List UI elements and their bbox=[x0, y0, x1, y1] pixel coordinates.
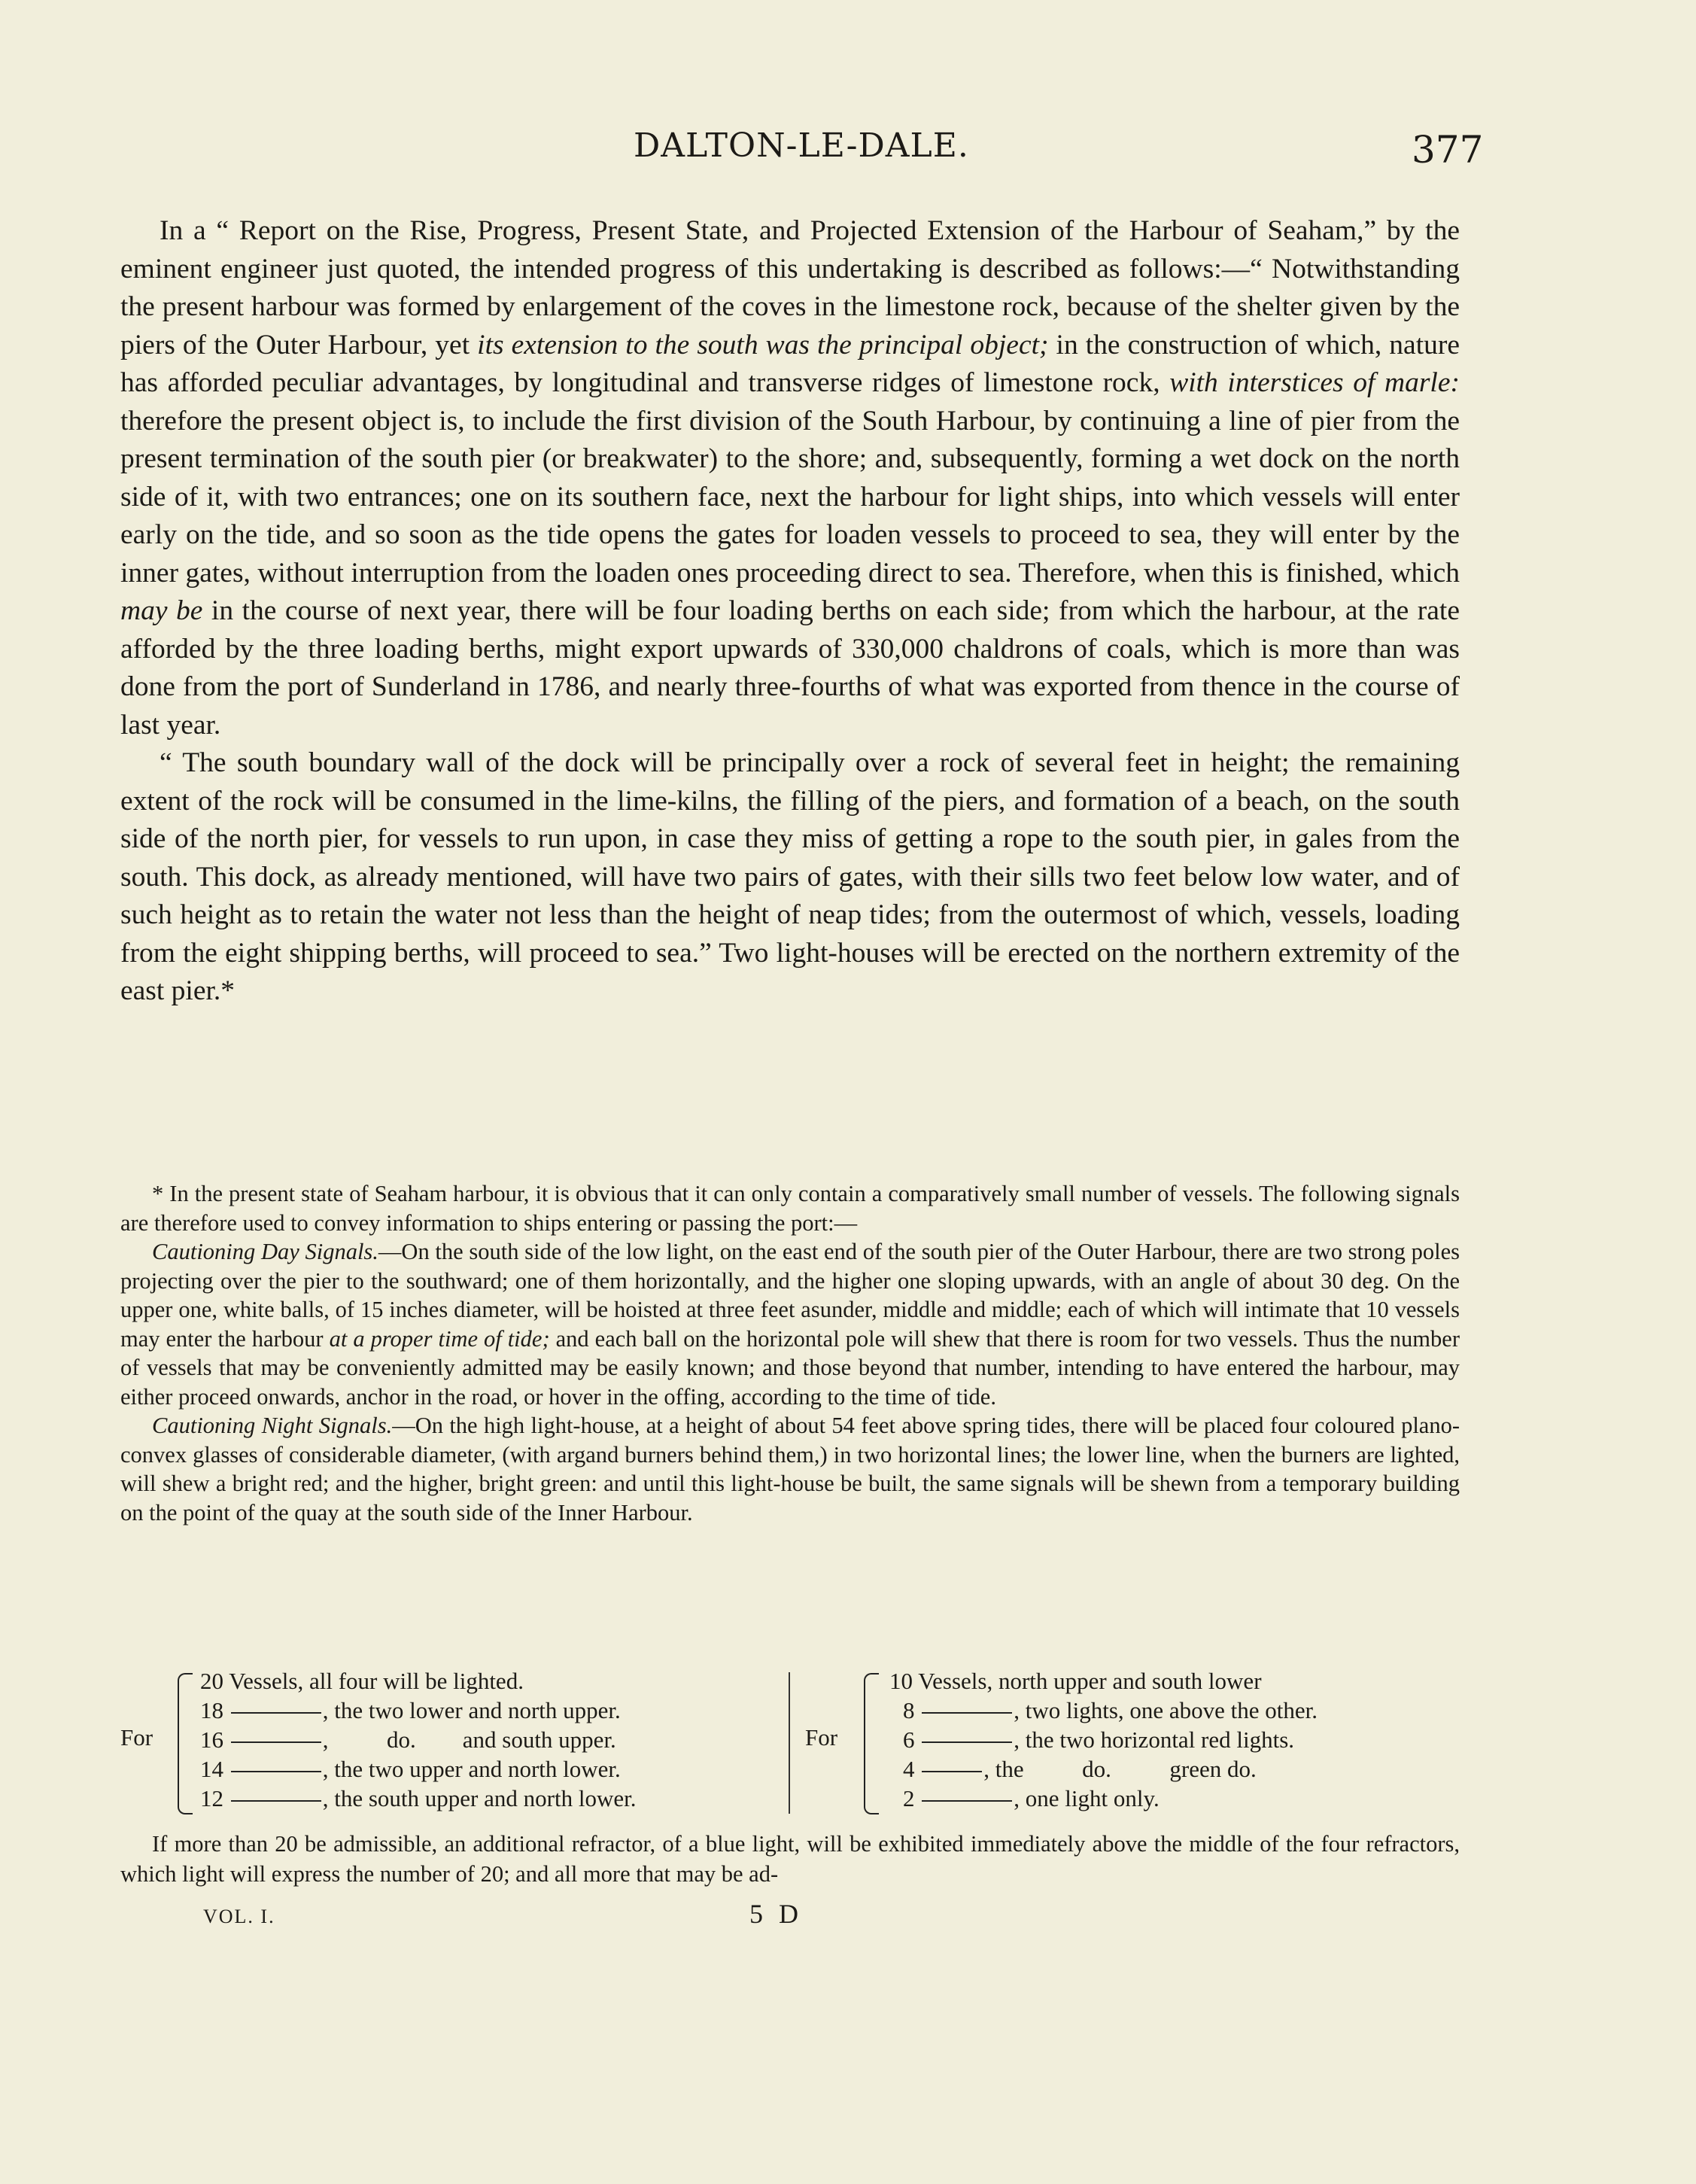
for-label-right: For bbox=[805, 1724, 838, 1751]
closing-paragraph: If more than 20 be admissible, an additional refractor, of a blue light, will be exhibited immediately above the middle of the four refractors, which light will express the number of 20; and all more that may be ad- bbox=[120, 1831, 1460, 1887]
footnote-day-signals: Cautioning Day Signals.—On the south side of the low light, on the east end of the south pier of the Outer Harbour, there are two strong poles projecting over the pier to the southward; one of them horizontally, and the higher one sloping upwards, with an angle of about 30 deg. On the upper one, white balls, of 15 inches diameter, will be hoisted at three feet asunder, middle and middle; each of which will intimate that 10 vessels may enter the harbour at a proper time of tide; and each ball on the horizontal pole will shew that there is room for two vessels. Thus the number of vessels that may be conveniently admitted may be easily known; and those beyond that number, intending to have entered the harbour, may either proceed onwards, anchor in the road, or hover in the offing, according to the time of tide. bbox=[120, 1239, 1460, 1410]
signal-row-left-3: 14 , the two upper and north lower. bbox=[200, 1756, 621, 1782]
paragraph-1: In a “ Report on the Rise, Progress, Present State, and Projected Extension of the Harbour of Seaham,” by the eminent engineer just quoted, the intended progress of this undertaking is described as follows:—“ Notwithstanding the present harbour was formed by enlargement of the coves in the limestone rock, because of the shelter given by the piers of the Outer Harbour, yet its extension to the south was the principal object; in the construction of which, nature has afforded peculiar advantages, by longitudinal and transverse ridges of limestone rock, with interstices of marle: therefore the present object is, to include the first division of the South Harbour, by continuing a line of pier from the present termination of the south pier (or breakwater) to the shore; and, subsequently, forming a wet dock on the north side of it, with two entrances; one on its southern face, next the harbour for light ships, into which vessels will enter early on the tide, and so soon as the tide opens the gates for loaden vessels to proceed to sea, they will enter by the inner gates, without interruption from the loaden ones proceeding direct to sea. Therefore, when this is finished, which may be in the course of next year, there will be four loading berths on each side; from which the harbour, at the rate afforded by the three loading berths, might export upwards of 330,000 chaldrons of coals, which is more than was done from the port of Sunderland in 1786, and nearly three-fourths of what was exported from thence in the course of last year. bbox=[120, 215, 1460, 741]
footnote-night-signals: Cautioning Night Signals.—On the high light-house, at a height of about 54 feet above spring tides, there will be placed four coloured plano-convex glasses of considerable diameter, (with argand burners behind them,) in two horizontal lines; the lower line, when the burners are lighted, will shew a bright red; and the higher, bright green: and until this light-house be built, the same signals will be shewn from a temporary building on the point of the quay at the south side of the Inner Harbour. bbox=[120, 1413, 1460, 1525]
signal-row-right-1: 8 , two lights, one above the other. bbox=[903, 1697, 1318, 1723]
day-signals-heading: Cautioning Day Signals. bbox=[152, 1239, 378, 1264]
page-number: 377 bbox=[1412, 128, 1484, 172]
signature-mark: 5 D bbox=[749, 1899, 803, 1929]
emphasis-interstices: with interstices of marle: bbox=[1169, 367, 1460, 398]
night-signals-heading: Cautioning Night Signals. bbox=[152, 1413, 393, 1438]
signal-row-right-0: 10 Vessels, north upper and south lower bbox=[889, 1668, 1262, 1694]
footnote bbox=[120, 1179, 1460, 1527]
signal-row-left-1: 18 , the two lower and north upper. bbox=[200, 1697, 621, 1723]
column-divider bbox=[789, 1672, 790, 1814]
paragraph-2: “ The south boundary wall of the dock will be principally over a rock of several feet in height; the remaining extent of the rock will be consumed in the lime-kilns, the filling of the piers, and formation of a beach, on the south side of the north pier, for vessels to run upon, in case they miss of getting a rope to the south pier, in gales from the south. This dock, as already mentioned, will have two pairs of gates, with their sills two feet below low water, and of such height as to retain the water not less than the height of neap tides; from the outermost of which, vessels, loading from the eight shipping berths, will proceed to sea.” Two light-houses will be erected on the northern extremity of the east pier.* bbox=[120, 747, 1460, 1006]
main-text bbox=[120, 212, 1460, 1011]
signal-row-right-4: 2 , one light only. bbox=[903, 1785, 1160, 1811]
running-head: DALTON-LE-DALE. bbox=[634, 126, 969, 165]
signal-row-left-0: 20 Vessels, all four will be lighted. bbox=[200, 1668, 524, 1694]
emphasis-extension: its extension to the south was the principal object; bbox=[477, 329, 1049, 360]
for-label-left: For bbox=[120, 1724, 153, 1751]
volume-label: VOL. I. bbox=[203, 1906, 275, 1927]
footnote-intro: * In the present state of Seaham harbour, it is obvious that it can only contain a comparatively small number of vessels. The following signals are therefore used to convey information to ships entering or passing the port:— bbox=[120, 1181, 1460, 1236]
signal-table bbox=[0, 1667, 1696, 1817]
emphasis-may-be: may be bbox=[120, 595, 203, 626]
signal-row-left-2: 16 , do. and south upper. bbox=[200, 1726, 616, 1753]
signal-row-right-2: 6 , the two horizontal red lights. bbox=[903, 1726, 1295, 1753]
brace-left bbox=[178, 1673, 193, 1814]
brace-right bbox=[864, 1673, 879, 1814]
signal-row-right-3: 4 , the do. green do. bbox=[903, 1756, 1257, 1782]
signal-row-left-4: 12 , the south upper and north lower. bbox=[200, 1785, 637, 1811]
